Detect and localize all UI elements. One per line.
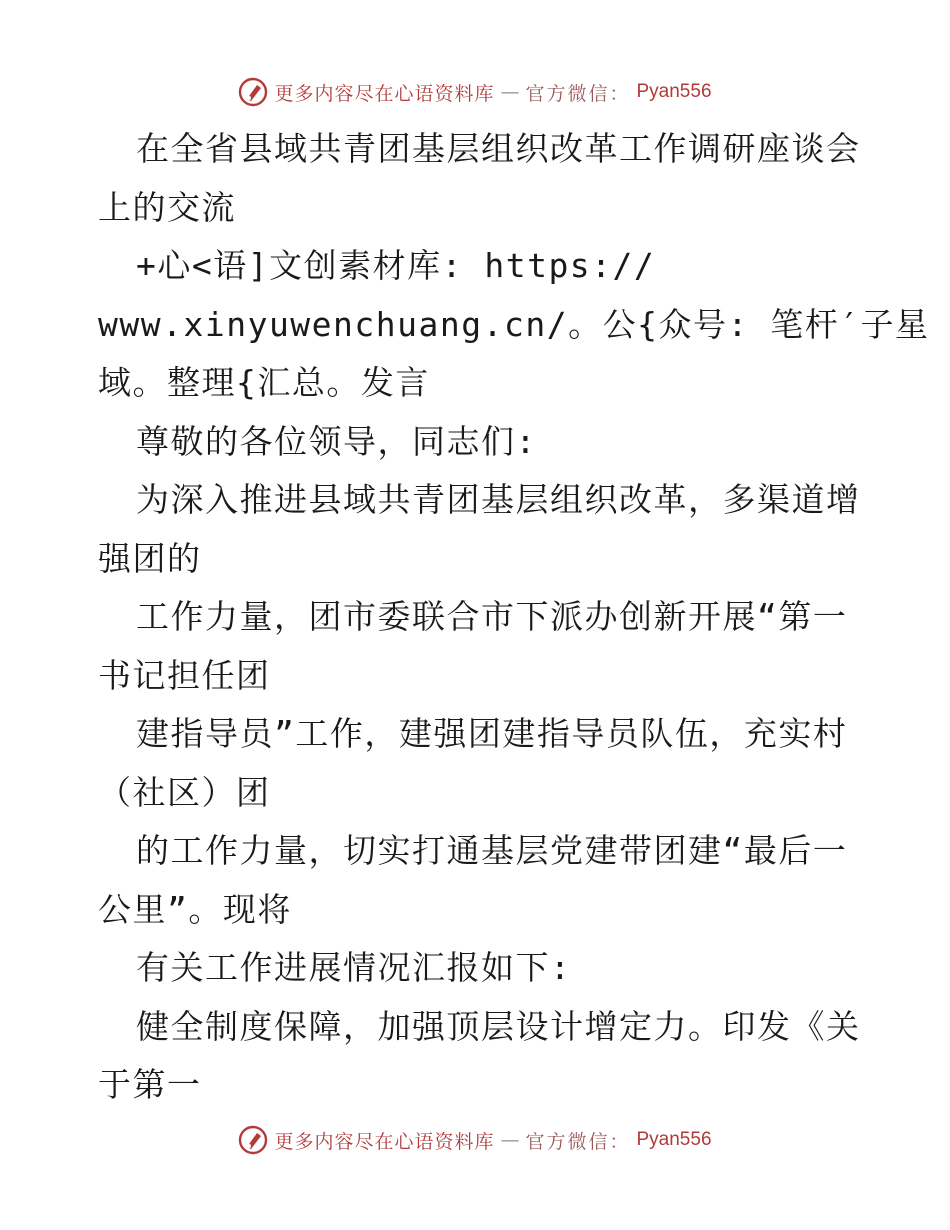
header-wechat-label: 官方微信：	[525, 82, 631, 105]
source-line-3: 域。整理{汇总。发言	[98, 363, 430, 402]
footer-wechat-id: Pyan556	[636, 1129, 712, 1150]
footer-wechat-label: 官方微信：	[525, 1130, 631, 1153]
pen-nib-circle-icon	[238, 77, 268, 107]
salutation: 尊敬的各位领导，同志们:	[136, 421, 537, 461]
title-line-1: 在全省县域共青团基层组织改革工作调研座谈会	[136, 129, 861, 168]
header-wechat-id: Pyan556	[636, 81, 712, 102]
paragraph-line: 于第一	[98, 1065, 202, 1104]
footer-slogan: 更多内容尽在心语资料库	[274, 1130, 495, 1153]
header-banner	[0, 70, 950, 114]
document-body	[98, 120, 930, 1115]
source-line-2: www.xinyuwenchuang.cn/。公{众号: 笔杆′子星	[98, 304, 930, 344]
paragraph-line: 书记担任团	[98, 655, 271, 695]
pen-nib-circle-icon	[238, 1125, 268, 1155]
footer-separator: —	[500, 1129, 520, 1151]
header-separator: —	[500, 81, 520, 103]
paragraph-line: （社区）团	[98, 772, 271, 812]
header-slogan: 更多内容尽在心语资料库	[274, 82, 495, 105]
footer-banner	[0, 1118, 950, 1162]
paragraph-line: 的工作力量，切实打通基层党建带团建“最后一	[136, 831, 848, 870]
paragraph-line: 为深入推进县域共青团基层组织改革，多渠道增	[136, 480, 861, 519]
paragraph-line: 健全制度保障，加强顶层设计增定力。印发《关	[136, 1006, 861, 1046]
paragraph-line: 强团的	[98, 538, 202, 578]
paragraph-line: 工作力量，团市委联合市下派办创新开展“第一	[136, 597, 848, 636]
source-line-1: +心<语]文创素材库: https://	[136, 246, 656, 285]
paragraph-line: 有关工作进展情况汇报如下:	[136, 948, 572, 987]
title-line-2: 上的交流	[98, 187, 236, 227]
paragraph-line: 公里”。现将	[98, 889, 292, 929]
paragraph-line: 建指导员”工作，建强团建指导员队伍，充实村	[136, 714, 848, 753]
